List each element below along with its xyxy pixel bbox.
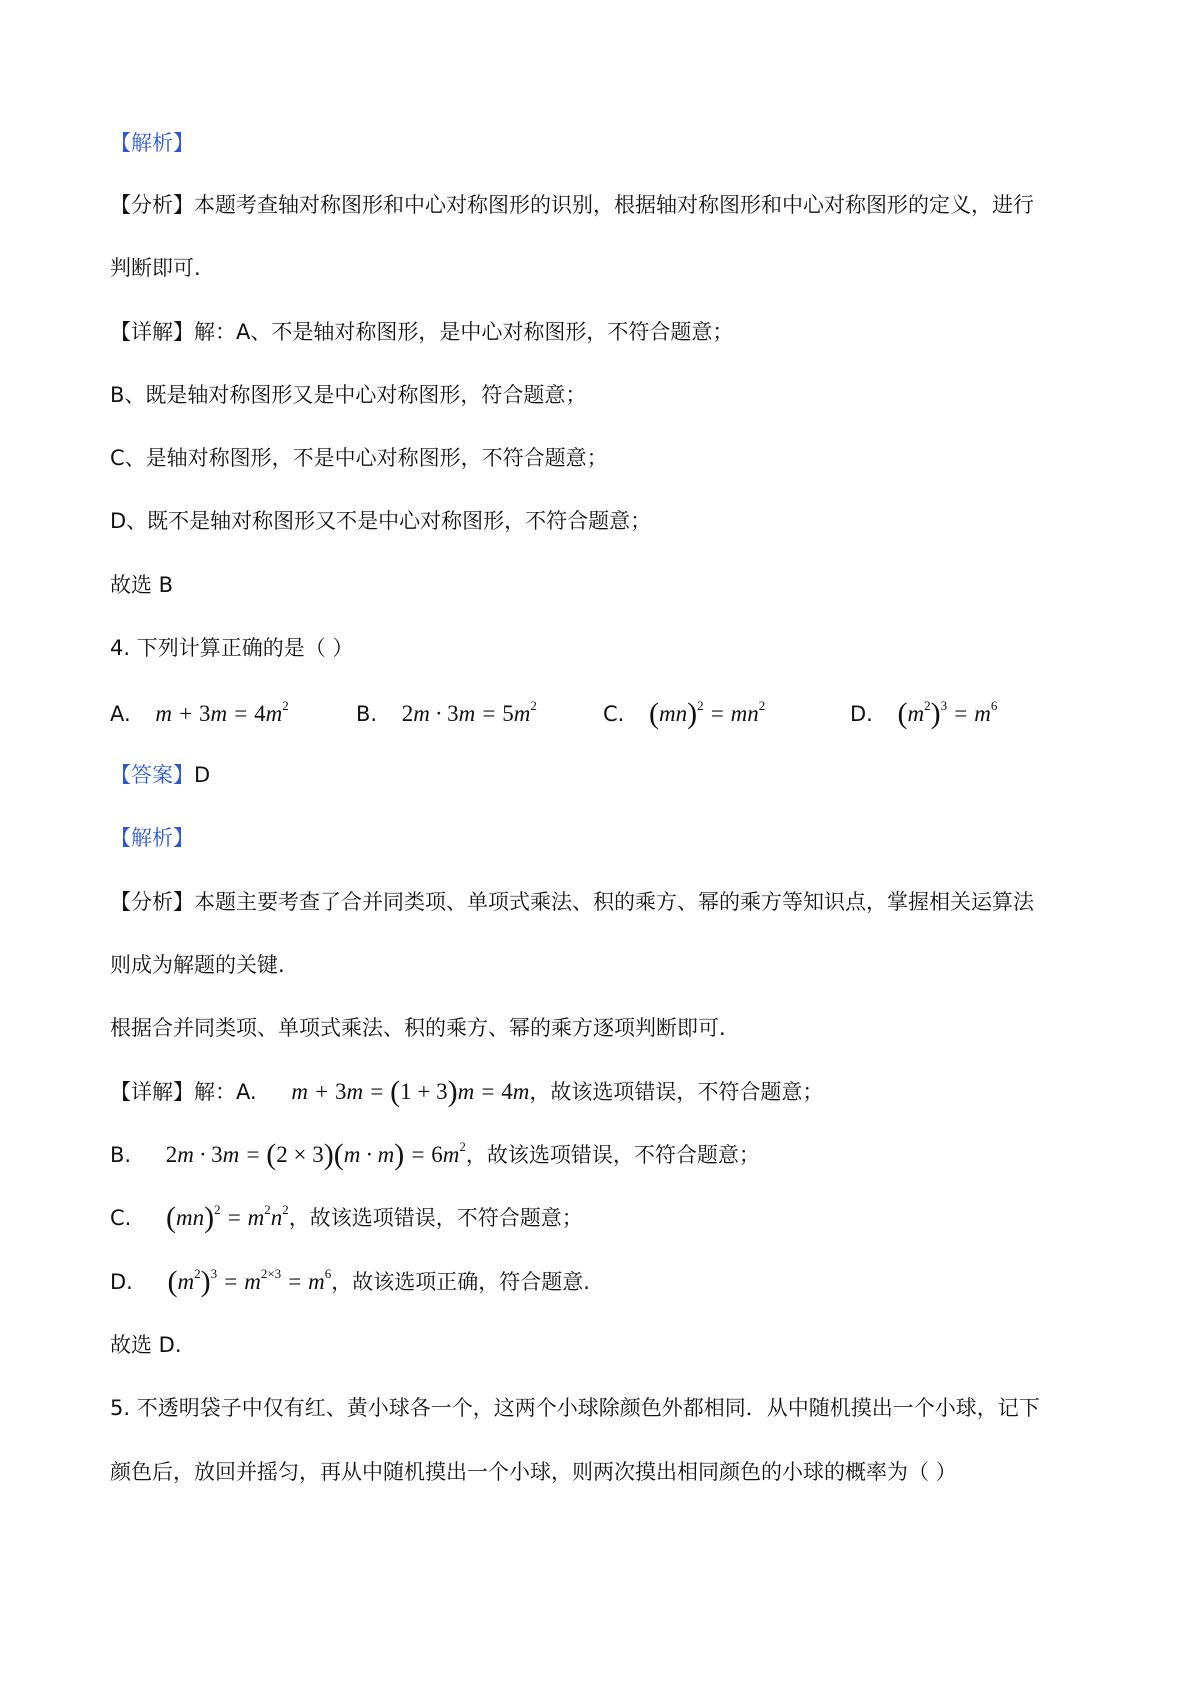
answer-value: D [194, 763, 211, 787]
xiangjie-tag: 【详解】 [110, 320, 194, 344]
detail-d-formula: $(m^2)^3 = m^{2\times 3} = m^6$ [167, 1265, 332, 1298]
option-d-formula: $(m^2)^3 = m^6$ [897, 697, 998, 730]
option-a-formula: $m + 3m = 4m^2$ [155, 698, 289, 726]
analysis-text: 本题考查轴对称图形和中心对称图形的识别，根据轴对称图形和中心对称图形的定义，进行 [194, 193, 1034, 217]
conclusion: 故选 B [110, 573, 174, 597]
analysis-line-2: 判断即可. [110, 256, 201, 280]
question-5-line-1: 5. 不透明袋子中仅有红、黄小球各一个，这两个小球除颜色外都相同．从中随机摸出一个小球，记下 [110, 1396, 1040, 1420]
option-d: D. $(m^2)^3 = m^6$ [850, 697, 998, 730]
q4-detail-a: 【详解】解：A. m + 3m = (1 + 3)m = 4m，故该选项错误，不符合题意； [110, 1075, 824, 1108]
q4-analysis-line-1: 【分析】本题主要考查了合并同类项、单项式乘法、积的乘方、幂的乘方等知识点，掌握相关运算法 [110, 890, 1034, 914]
q4-detail-b: B. $2m \cdot 3m = (2 \times 3)(m \cdot m) = 6m^2$，故该选项错误，不符合题意； [110, 1138, 760, 1171]
detail-line-c: C、是轴对称图形，不是中心对称图形，不符合题意； [110, 446, 608, 470]
xiangjie-tag-q4: 【详解】 [110, 1080, 194, 1104]
q4-analysis-line-2: 则成为解题的关键. [110, 953, 285, 977]
question-5-line-2: 颜色后，放回并摇匀，再从中随机摸出一个小球，则两次摸出相同颜色的小球的概率为（ ） [110, 1460, 957, 1484]
option-b-formula: $2m \cdot 3m = 5m^2$ [401, 698, 537, 726]
jiexi-tag-q4: 【解析】 [110, 826, 194, 850]
detail-line-b: B、既是轴对称图形又是中心对称图形，符合题意； [110, 383, 587, 407]
answer-line [110, 760, 210, 790]
detail-b-formula: $2m \cdot 3m = (2 \times 3)(m \cdot m) = 6m^2$ [165, 1138, 466, 1171]
fenxi-tag: 【分析】 [110, 193, 194, 217]
analysis-line-1 [110, 190, 1034, 220]
fenxi-tag-q4: 【分析】 [110, 890, 194, 914]
answer-tag: 【答案】 [110, 763, 194, 787]
jiexi-tag: 【解析】 [110, 131, 194, 155]
option-c: C. $(mn)^2 = mn^2$ [603, 697, 766, 730]
detail-line-d: D、既不是轴对称图形又不是中心对称图形，不符合题意； [110, 509, 652, 533]
option-c-formula: $(mn)^2 = mn^2$ [649, 697, 766, 730]
q4-detail-d: D. $(m^2)^3 = m^{2\times 3} = m^6$，故该选项正确，符合题意. [110, 1265, 590, 1298]
q4-analysis-line-3: 根据合并同类项、单项式乘法、积的乘方、幂的乘方逐项判断即可. [110, 1016, 726, 1040]
question-4-stem: 4. 下列计算正确的是（ ） [110, 636, 354, 660]
option-b: B. $2m \cdot 3m = 5m^2$ [356, 698, 537, 726]
option-a: A. $m + 3m = 4m^2$ [110, 698, 289, 726]
detail-line-a: 【详解】解：A、不是轴对称图形，是中心对称图形，不符合题意； [110, 320, 734, 344]
detail-c-formula: $(mn)^2 = m^2n^2$ [166, 1201, 289, 1234]
q4-detail-c: C. $(mn)^2 = m^2n^2$，故该选项错误，不符合题意； [110, 1201, 583, 1234]
q4-conclusion: 故选 D. [110, 1333, 182, 1357]
detail-a-formula: m + 3m = (1 + 3)m = 4m [291, 1075, 530, 1108]
